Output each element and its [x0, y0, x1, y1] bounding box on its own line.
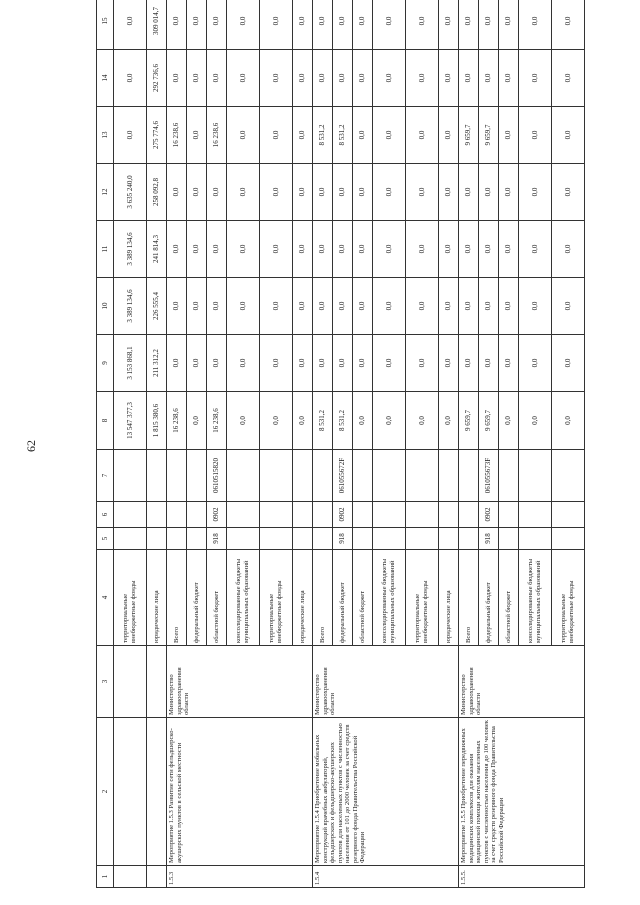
value-year-4: 0,0: [353, 221, 373, 278]
value-year-8: 0,0: [293, 0, 313, 50]
column-number-7: 7: [97, 450, 114, 502]
grbs-code: [499, 528, 519, 550]
value-year-8: 0,0: [406, 0, 439, 50]
value-year-4: 0,0: [227, 221, 260, 278]
csr-code: 061055672F: [333, 450, 353, 502]
value-year-3: 0,0: [519, 278, 552, 335]
grbs-code: [459, 528, 479, 550]
empty-name: [114, 718, 147, 866]
rz-code: [406, 502, 439, 528]
value-year-6: 16 238,6: [207, 107, 227, 164]
value-year-1: 0,0: [353, 392, 373, 450]
rz-code: [260, 502, 293, 528]
grbs-code: [167, 528, 187, 550]
column-number-2: 2: [97, 718, 114, 866]
rz-code: [459, 502, 479, 528]
value-year-2: 0,0: [552, 335, 585, 392]
value-year-2: 0,0: [499, 335, 519, 392]
csr-code: [552, 450, 585, 502]
source-label: областной бюджет: [353, 550, 373, 646]
value-year-7: 0,0: [439, 50, 459, 107]
value-year-7: 0,0: [519, 50, 552, 107]
value-year-7: 0,0: [260, 50, 293, 107]
value-year-5: 0,0: [353, 164, 373, 221]
value-year-7: 0,0: [227, 50, 260, 107]
source-label: юридические лица: [293, 550, 313, 646]
value-year-7: 0,0: [333, 50, 353, 107]
rz-code: [519, 502, 552, 528]
value-year-4: 0,0: [293, 221, 313, 278]
grbs-code: [187, 528, 207, 550]
value-year-6: 0,0: [260, 107, 293, 164]
value-year-5: 0,0: [406, 164, 439, 221]
page-number: 62: [24, 440, 38, 452]
value-year-2: 0,0: [353, 335, 373, 392]
value-year-2: 0,0: [479, 335, 499, 392]
csr-code: [519, 450, 552, 502]
rz-code: [293, 502, 313, 528]
value-year-6: 9 659,7: [479, 107, 499, 164]
value-year-8: 0,0: [439, 0, 459, 50]
csr-code: [353, 450, 373, 502]
value-year-1: 9 659,7: [459, 392, 479, 450]
csr-code: [114, 450, 147, 502]
source-label: территориальные внебюджетные фонды: [114, 550, 147, 646]
value-year-3: 0,0: [333, 278, 353, 335]
csr-code: [293, 450, 313, 502]
rz-code: [187, 502, 207, 528]
column-number-8: 8: [97, 392, 114, 450]
value-year-5: 0,0: [333, 164, 353, 221]
column-number-5: 5: [97, 528, 114, 550]
value-year-2: 0,0: [519, 335, 552, 392]
value-year-7: 0,0: [353, 50, 373, 107]
value-year-5: 0,0: [373, 164, 406, 221]
value-year-7: 0,0: [459, 50, 479, 107]
value-year-3: 0,0: [227, 278, 260, 335]
value-year-6: 0,0: [406, 107, 439, 164]
csr-code: [406, 450, 439, 502]
value-year-4: 0,0: [187, 221, 207, 278]
source-label: федеральный бюджет: [479, 550, 499, 646]
column-number-9: 9: [97, 335, 114, 392]
value-year-7: 0,0: [114, 50, 147, 107]
empty-executor: [114, 646, 147, 718]
funding-row: [313, 0, 333, 888]
grbs-code: [260, 528, 293, 550]
value-year-1: 13 547 377,3: [114, 392, 147, 450]
value-year-8: 0,0: [353, 0, 373, 50]
value-year-5: 0,0: [313, 164, 333, 221]
value-year-2: 0,0: [373, 335, 406, 392]
value-year-2: 0,0: [439, 335, 459, 392]
value-year-5: 0,0: [167, 164, 187, 221]
value-year-2: 0,0: [207, 335, 227, 392]
value-year-4: 0,0: [499, 221, 519, 278]
value-year-7: 0,0: [313, 50, 333, 107]
rz-code: [353, 502, 373, 528]
value-year-3: 0,0: [207, 278, 227, 335]
source-label: областной бюджет: [207, 550, 227, 646]
value-year-5: 0,0: [207, 164, 227, 221]
grbs-code: [293, 528, 313, 550]
value-year-8: 0,0: [207, 0, 227, 50]
grbs-code: 918: [333, 528, 353, 550]
value-year-1: 0,0: [187, 392, 207, 450]
source-label: Всего: [459, 550, 479, 646]
value-year-4: 241 814,3: [147, 221, 167, 278]
value-year-4: 0,0: [167, 221, 187, 278]
value-year-3: 0,0: [373, 278, 406, 335]
value-year-5: 258 092,8: [147, 164, 167, 221]
value-year-5: 0,0: [439, 164, 459, 221]
value-year-3: 0,0: [167, 278, 187, 335]
value-year-4: 0,0: [260, 221, 293, 278]
source-label: Всего: [167, 550, 187, 646]
value-year-5: 0,0: [227, 164, 260, 221]
value-year-7: 0,0: [552, 50, 585, 107]
value-year-3: 0,0: [187, 278, 207, 335]
value-year-5: 0,0: [519, 164, 552, 221]
csr-code: [147, 450, 167, 502]
value-year-4: 0,0: [406, 221, 439, 278]
value-year-8: 0,0: [479, 0, 499, 50]
value-year-6: 0,0: [552, 107, 585, 164]
value-year-3: 0,0: [313, 278, 333, 335]
value-year-3: 0,0: [260, 278, 293, 335]
column-number-4: 4: [97, 550, 114, 646]
value-year-1: 8 531,2: [333, 392, 353, 450]
value-year-2: 0,0: [167, 335, 187, 392]
value-year-2: 211 312,2: [147, 335, 167, 392]
rz-code: [114, 502, 147, 528]
grbs-code: [353, 528, 373, 550]
csr-code: [167, 450, 187, 502]
value-year-5: 0,0: [479, 164, 499, 221]
column-number-11: 11: [97, 221, 114, 278]
value-year-3: 0,0: [293, 278, 313, 335]
value-year-1: 1 815 380,6: [147, 392, 167, 450]
value-year-2: 0,0: [187, 335, 207, 392]
grbs-code: 918: [207, 528, 227, 550]
rz-code: [439, 502, 459, 528]
csr-code: [227, 450, 260, 502]
value-year-3: 0,0: [459, 278, 479, 335]
value-year-8: 0,0: [313, 0, 333, 50]
value-year-7: 0,0: [373, 50, 406, 107]
budget-table: [96, 0, 585, 888]
grbs-code: [313, 528, 333, 550]
value-year-8: 0,0: [260, 0, 293, 50]
value-year-5: 0,0: [293, 164, 313, 221]
value-year-3: 3 389 134,6: [114, 278, 147, 335]
value-year-6: 0,0: [187, 107, 207, 164]
value-year-4: 0,0: [519, 221, 552, 278]
value-year-4: 0,0: [333, 221, 353, 278]
grbs-code: [227, 528, 260, 550]
value-year-1: 0,0: [293, 392, 313, 450]
header-row: [97, 0, 114, 888]
value-year-2: 0,0: [459, 335, 479, 392]
value-year-7: 0,0: [406, 50, 439, 107]
value-year-2: 3 153 868,1: [114, 335, 147, 392]
rz-code: [499, 502, 519, 528]
measure-number: 1.5.3: [167, 866, 313, 888]
source-label: федеральный бюджет: [333, 550, 353, 646]
value-year-4: 0,0: [207, 221, 227, 278]
column-number-3: 3: [97, 646, 114, 718]
value-year-7: 0,0: [293, 50, 313, 107]
value-year-1: 0,0: [499, 392, 519, 450]
grbs-code: [439, 528, 459, 550]
empty-name: [147, 718, 167, 866]
value-year-5: 0,0: [459, 164, 479, 221]
value-year-6: 8 531,2: [313, 107, 333, 164]
source-label: территориальные внебюджетные фонды: [406, 550, 439, 646]
measure-number: 1.5.5.: [459, 866, 585, 888]
value-year-1: 0,0: [227, 392, 260, 450]
grbs-code: 918: [479, 528, 499, 550]
value-year-8: 0,0: [333, 0, 353, 50]
empty-num: [114, 866, 147, 888]
csr-code: [313, 450, 333, 502]
value-year-7: 0,0: [499, 50, 519, 107]
value-year-8: 0,0: [519, 0, 552, 50]
executor: Министерство здравоохранения области: [459, 646, 585, 718]
value-year-6: 0,0: [293, 107, 313, 164]
value-year-6: 0,0: [519, 107, 552, 164]
value-year-1: 0,0: [439, 392, 459, 450]
measure-name: Мероприятие 1.5.3 Развитие сети фельдшерско-акушерских пунктов в сельской местности: [167, 718, 313, 866]
value-year-4: 0,0: [552, 221, 585, 278]
value-year-8: 0,0: [373, 0, 406, 50]
source-label: юридические лица: [147, 550, 167, 646]
value-year-7: 0,0: [207, 50, 227, 107]
value-year-6: 16 238,6: [167, 107, 187, 164]
value-year-1: 0,0: [260, 392, 293, 450]
value-year-5: 0,0: [552, 164, 585, 221]
value-year-5: 0,0: [499, 164, 519, 221]
grbs-code: [406, 528, 439, 550]
value-year-7: 0,0: [479, 50, 499, 107]
measure-name: Мероприятие 1.5.5 Приобретение передвижных медицинских комплексов для оказания медицинской помощи жителям населенных пунктов с численностью населения до 100 человек за счет средств резервного фонда Правительства Российской Федерации: [459, 718, 585, 866]
value-year-3: 0,0: [552, 278, 585, 335]
rz-code: [167, 502, 187, 528]
value-year-4: 0,0: [479, 221, 499, 278]
source-label: консолидированные бюджеты муниципальных образований: [373, 550, 406, 646]
source-label: областной бюджет: [499, 550, 519, 646]
column-number-10: 10: [97, 278, 114, 335]
grbs-code: [147, 528, 167, 550]
value-year-1: 16 238,6: [207, 392, 227, 450]
measure-name: Мероприятие 1.5.4 Приобретение мобильных конструкций врачебных амбулаторий, фельдшерских и фельдшерско-акушерских пунктов для населенных пунктов с численностью населения от 101 до 2000 человек за счет средств резервного фонда Правительства Российской Федерации: [313, 718, 459, 866]
value-year-6: 0,0: [499, 107, 519, 164]
column-number-12: 12: [97, 164, 114, 221]
value-year-1: 8 531,2: [313, 392, 333, 450]
value-year-4: 0,0: [459, 221, 479, 278]
value-year-6: 275 774,6: [147, 107, 167, 164]
grbs-code: [519, 528, 552, 550]
measure-number: 1.5.4: [313, 866, 459, 888]
column-number-1: 1: [97, 866, 114, 888]
executor: Министерство здравоохранения области: [313, 646, 459, 718]
value-year-5: 0,0: [260, 164, 293, 221]
csr-code: [187, 450, 207, 502]
value-year-3: 0,0: [353, 278, 373, 335]
value-year-3: 0,0: [499, 278, 519, 335]
funding-row: [167, 0, 187, 888]
csr-code: 061055673F: [479, 450, 499, 502]
value-year-1: 0,0: [373, 392, 406, 450]
value-year-1: 0,0: [552, 392, 585, 450]
value-year-4: 0,0: [373, 221, 406, 278]
value-year-1: 9 659,7: [479, 392, 499, 450]
value-year-2: 0,0: [333, 335, 353, 392]
value-year-6: 8 531,2: [333, 107, 353, 164]
value-year-3: 0,0: [439, 278, 459, 335]
grbs-code: [373, 528, 406, 550]
value-year-7: 0,0: [187, 50, 207, 107]
rz-code: [373, 502, 406, 528]
continuation-row: [114, 0, 147, 888]
column-number-13: 13: [97, 107, 114, 164]
value-year-8: 0,0: [114, 0, 147, 50]
value-year-6: 0,0: [227, 107, 260, 164]
value-year-6: 0,0: [353, 107, 373, 164]
value-year-8: 0,0: [187, 0, 207, 50]
continuation-row: [147, 0, 167, 888]
funding-row: [459, 0, 479, 888]
value-year-2: 0,0: [293, 335, 313, 392]
source-label: федеральный бюджет: [187, 550, 207, 646]
source-label: юридические лица: [439, 550, 459, 646]
value-year-6: 0,0: [114, 107, 147, 164]
empty-executor: [147, 646, 167, 718]
value-year-1: 0,0: [406, 392, 439, 450]
table-body: [97, 0, 585, 888]
rz-code: [552, 502, 585, 528]
value-year-3: 226 555,4: [147, 278, 167, 335]
value-year-8: 0,0: [552, 0, 585, 50]
rz-code: 0902: [207, 502, 227, 528]
value-year-8: 0,0: [499, 0, 519, 50]
column-number-6: 6: [97, 502, 114, 528]
empty-num: [147, 866, 167, 888]
grbs-code: [114, 528, 147, 550]
value-year-3: 0,0: [406, 278, 439, 335]
source-label: территориальные внебюджетные фонды: [260, 550, 293, 646]
value-year-2: 0,0: [406, 335, 439, 392]
csr-code: [260, 450, 293, 502]
value-year-8: 309 014,7: [147, 0, 167, 50]
value-year-8: 0,0: [459, 0, 479, 50]
value-year-5: 0,0: [187, 164, 207, 221]
csr-code: [373, 450, 406, 502]
rz-code: [227, 502, 260, 528]
value-year-2: 0,0: [313, 335, 333, 392]
source-label: Всего: [313, 550, 333, 646]
column-number-14: 14: [97, 50, 114, 107]
value-year-4: 3 389 134,6: [114, 221, 147, 278]
value-year-4: 0,0: [313, 221, 333, 278]
value-year-8: 0,0: [167, 0, 187, 50]
value-year-1: 0,0: [519, 392, 552, 450]
source-label: территориальные внебюджетные фонды: [552, 550, 585, 646]
executor: Министерство здравоохранения области: [167, 646, 313, 718]
value-year-2: 0,0: [260, 335, 293, 392]
value-year-2: 0,0: [227, 335, 260, 392]
value-year-6: 9 659,7: [459, 107, 479, 164]
csr-code: 0610515820: [207, 450, 227, 502]
value-year-6: 0,0: [373, 107, 406, 164]
rz-code: 0902: [333, 502, 353, 528]
source-label: консолидированные бюджеты муниципальных образований: [227, 550, 260, 646]
value-year-8: 0,0: [227, 0, 260, 50]
value-year-4: 0,0: [439, 221, 459, 278]
value-year-7: 292 736,6: [147, 50, 167, 107]
rz-code: [147, 502, 167, 528]
csr-code: [439, 450, 459, 502]
value-year-3: 0,0: [479, 278, 499, 335]
value-year-7: 0,0: [167, 50, 187, 107]
grbs-code: [552, 528, 585, 550]
rz-code: 0902: [479, 502, 499, 528]
column-number-15: 15: [97, 0, 114, 50]
source-label: консолидированные бюджеты муниципальных образований: [519, 550, 552, 646]
value-year-1: 16 238,6: [167, 392, 187, 450]
value-year-5: 3 635 240,0: [114, 164, 147, 221]
csr-code: [499, 450, 519, 502]
rz-code: [313, 502, 333, 528]
rotated-page: [96, 7, 575, 888]
value-year-6: 0,0: [439, 107, 459, 164]
csr-code: [459, 450, 479, 502]
